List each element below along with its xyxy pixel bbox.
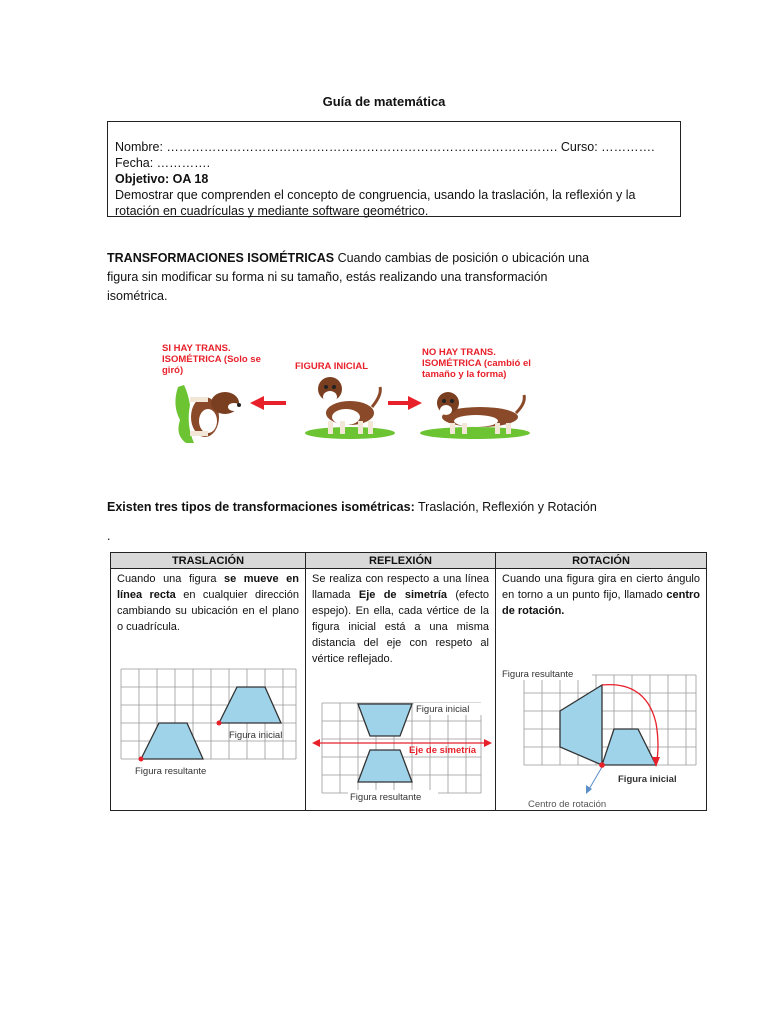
- intro-heading: TRANSFORMACIONES ISOMÉTRICAS: [107, 251, 335, 265]
- page-title: Guía de matemática: [322, 94, 446, 109]
- rotacion-result-shape: [560, 685, 602, 765]
- header-reflexion: REFLEXIÓN: [306, 553, 496, 569]
- types-list: Traslación, Reflexión y Rotación: [414, 500, 597, 514]
- traslacion-label-inicial: Figura inicial: [229, 730, 283, 741]
- reflexion-text-2: (efecto espejo). En ella, cada vértice de la figura inicial está a una misma distancia del eje con respeto al vértice reflejado.: [312, 589, 490, 665]
- traslacion-initial-shape: [219, 687, 281, 723]
- transformations-table: [110, 552, 707, 811]
- cell-reflexion: [306, 569, 496, 811]
- reflexion-initial-shape: [358, 704, 412, 736]
- traslacion-text: [117, 571, 299, 635]
- dog-rotated-icon: [190, 392, 241, 437]
- intro-text: Cuando cambias de posición o ubicación una figura sin modificar su forma ni su tamaño, estás realizando una transformación isométrica.: [107, 251, 590, 303]
- rotacion-label-centro: Centro de rotación: [528, 799, 607, 810]
- traslacion-vertex-result: [139, 757, 144, 762]
- objetivo-descripcion: Demostrar que comprenden el concepto de congruencia, usando la traslación, la reflexión y la rotación en cuadrículas y mediante software geométrico.: [115, 188, 636, 218]
- traslacion-text-1: Cuando una figura: [117, 573, 224, 585]
- traslacion-text-2: en cualquier dirección cambiando su ubicación en el plano o cuadrícula.: [117, 589, 299, 633]
- rotacion-label-resultante: Figura resultante: [502, 669, 574, 680]
- centro-pointer-line: [588, 767, 602, 791]
- cell-rotacion: [496, 569, 707, 811]
- eje-arrow-right-icon: [484, 739, 492, 747]
- reflexion-bold: Eje de simetría: [358, 589, 448, 601]
- traslacion-result-shape: [141, 723, 203, 759]
- arrow-right-icon: [388, 396, 422, 410]
- reflexion-label-inicial: Figura inicial: [416, 704, 470, 715]
- traslacion-label-resultante: Figura resultante: [135, 766, 207, 777]
- reflexion-result-shape: [358, 750, 412, 782]
- rotacion-text: [502, 571, 700, 619]
- types-heading: Existen tres tipos de transformaciones isométricas:: [107, 500, 415, 514]
- cell-traslacion: [111, 569, 306, 811]
- types-paragraph: [107, 500, 707, 514]
- reflexion-text-1: Se realiza con respecto a una línea llamada: [312, 573, 489, 601]
- objetivo: Objetivo: OA 18: [115, 172, 209, 186]
- left-label: SI HAY TRANS. ISOMÉTRICA (Solo se giró): [162, 343, 261, 376]
- nombre-line: Nombre: …………………………………………………………………………………. Curso: …………. Fecha: ………….: [115, 140, 655, 170]
- header-rotacion: ROTACIÓN: [496, 553, 707, 569]
- info-box: [107, 121, 681, 217]
- header-traslacion: TRASLACIÓN: [111, 553, 306, 569]
- reflexion-label-eje: Eje de simetría: [409, 745, 477, 756]
- rotacion-bold: centro de rotación.: [502, 589, 700, 617]
- reflexion-label-resultante: Figura resultante: [350, 792, 422, 803]
- dog-initial-icon: [305, 377, 395, 439]
- dog-stretched-icon: [420, 392, 530, 439]
- dot-mark: .: [107, 529, 111, 543]
- dog-illustrations: [150, 325, 550, 445]
- rotacion-text-1: Cuando una figura gira en cierto ángulo en torno a un punto fijo, llamado: [502, 573, 700, 601]
- table-header-row: [111, 553, 707, 569]
- rotacion-label-inicial: Figura inicial: [618, 774, 677, 785]
- intro-paragraph: [107, 249, 607, 306]
- rotacion-diagram: [496, 663, 707, 813]
- traslacion-vertex-initial: [217, 721, 222, 726]
- right-label: NO HAY TRANS. ISOMÉTRICA (cambió el tamaño y la forma): [422, 347, 531, 380]
- arrow-left-icon: [250, 396, 286, 410]
- traslacion-bold: se mueve en línea recta: [117, 573, 299, 601]
- reflexion-diagram: [306, 669, 496, 809]
- dog-comparison-figure: [150, 325, 550, 445]
- reflexion-text: [312, 571, 489, 667]
- center-label: FIGURA INICIAL: [295, 361, 369, 372]
- eje-arrow-left-icon: [312, 739, 320, 747]
- centro-rotacion-point: [599, 762, 605, 768]
- table-body-row: [111, 569, 707, 811]
- traslacion-diagram: [111, 661, 306, 811]
